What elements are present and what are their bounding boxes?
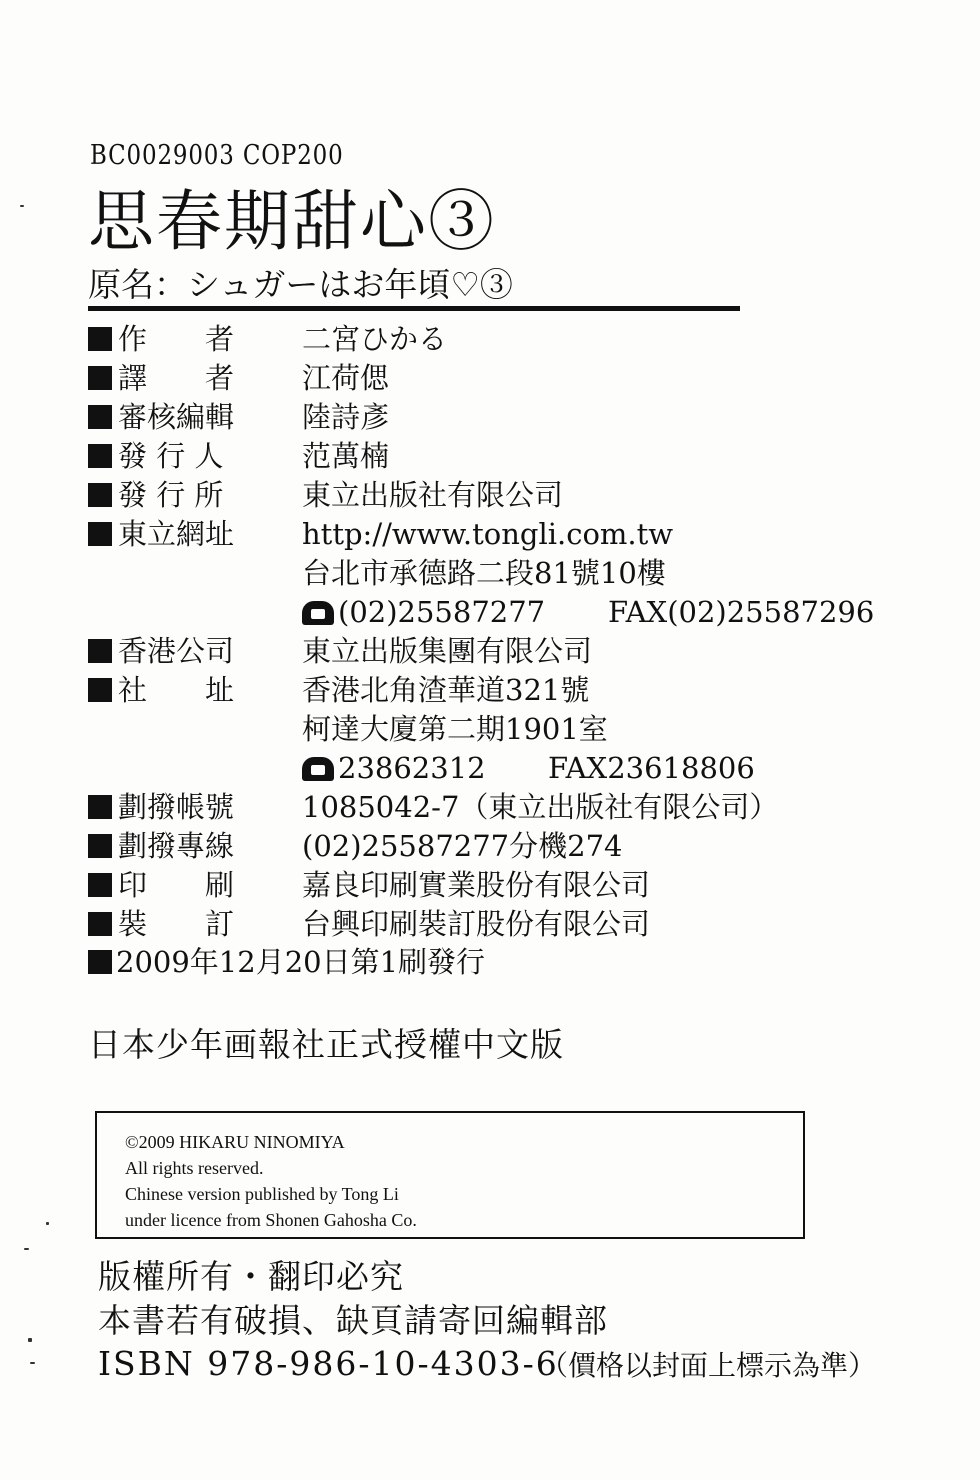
info-label: 印 刷 (118, 868, 235, 902)
info-value: 范萬楠 (302, 439, 390, 473)
info-label: 譯 者 (118, 361, 235, 395)
info-row (88, 827, 623, 866)
phone-number (302, 749, 486, 788)
info-row (88, 866, 651, 905)
license-statement: 日本少年画報社正式授權中文版 (88, 1025, 564, 1064)
info-value: 東立出版集團有限公司 (302, 634, 593, 668)
info-row (88, 632, 593, 671)
bullet-square-icon (88, 873, 112, 897)
damage-notice: 本書若有破損、缺頁請寄回編輯部 (98, 1301, 608, 1340)
phone-number (302, 593, 545, 632)
info-value: 台北市承德路二段81號10樓 (302, 556, 666, 590)
info-label: 審核編輯 (118, 400, 235, 434)
bullet-square-icon (88, 678, 112, 702)
info-value: 台興印刷裝訂股份有限公司 (302, 907, 651, 941)
info-value: 柯達大廈第二期1901室 (302, 712, 608, 746)
scan-speck (46, 1222, 49, 1225)
info-value: 嘉良印刷實業股份有限公司 (302, 868, 651, 902)
phone-text: (02)25587277 (338, 595, 546, 629)
phone-text: 23862312 (338, 751, 486, 785)
copyright-line: ©2009 HIKARU NINOMIYA (125, 1132, 345, 1152)
info-value: (02)25587277分機274 (302, 829, 623, 863)
rights-reserved: 版權所有・翻印必究 (98, 1257, 404, 1296)
info-row (88, 359, 390, 398)
info-value: 陸詩彥 (302, 400, 390, 434)
catalog-code: BC0029003 COP200 (90, 140, 344, 171)
info-value: 江荷偲 (302, 361, 390, 395)
info-row (88, 398, 390, 437)
bullet-square-icon (88, 366, 112, 390)
print-date: 2009年12月20日第1刷發行 (116, 945, 486, 979)
info-label: 社 址 (118, 673, 235, 707)
title-divider (88, 306, 740, 311)
bullet-square-icon (88, 522, 112, 546)
info-label: 劃撥帳號 (118, 790, 235, 824)
bullet-square-icon (88, 444, 112, 468)
book-title: 思春期甜心③ (88, 183, 496, 260)
bullet-square-icon (88, 405, 112, 429)
scan-speck (30, 1362, 35, 1364)
print-date-line (88, 943, 485, 982)
info-label: 劃撥專線 (118, 829, 235, 863)
info-value: 二宮ひかる (302, 322, 448, 356)
bullet-square-icon (88, 834, 112, 858)
scan-speck (20, 205, 24, 207)
info-row (88, 515, 674, 554)
fax-number: FAX23618806 (548, 751, 755, 785)
info-row (88, 476, 564, 515)
bullet-square-icon (88, 483, 112, 507)
info-label: 香港公司 (118, 634, 235, 668)
scan-speck (24, 1248, 29, 1250)
price-note: （價格以封面上標示為準） (540, 1349, 877, 1382)
copyright-line: under licence from Shonen Gahosha Co. (125, 1210, 417, 1230)
info-label: 作 者 (118, 322, 235, 356)
original-title: 原名：シュガーはお年頃♡③ (88, 265, 513, 304)
info-label: 裝 訂 (118, 907, 235, 941)
copyright-line: All rights reserved. (125, 1158, 264, 1178)
info-row (88, 788, 779, 827)
info-row (88, 671, 590, 710)
info-row (88, 905, 651, 944)
info-value: 香港北角渣華道321號 (302, 673, 590, 707)
bullet-square-icon (88, 950, 112, 974)
scan-speck (28, 1338, 32, 1342)
isbn: ISBN 978-986-10-4303-6 (98, 1344, 559, 1383)
info-value: 1085042-7（東立出版社有限公司） (302, 790, 779, 824)
copyright-line: Chinese version published by Tong Li (125, 1184, 399, 1204)
bullet-square-icon (88, 327, 112, 351)
telephone-icon (302, 601, 334, 625)
fax-number: FAX(02)25587296 (608, 595, 875, 629)
bullet-square-icon (88, 912, 112, 936)
bullet-square-icon (88, 639, 112, 663)
info-label: 發 行 所 (118, 478, 224, 512)
info-row (88, 320, 448, 359)
info-label: 發 行 人 (118, 439, 224, 473)
info-value: 東立出版社有限公司 (302, 478, 564, 512)
telephone-icon (302, 757, 334, 781)
info-label: 東立網址 (118, 517, 235, 551)
bullet-square-icon (88, 795, 112, 819)
copyright-box (95, 1111, 805, 1239)
website-url[interactable]: http://www.tongli.com.tw (302, 517, 674, 551)
info-row (88, 437, 390, 476)
